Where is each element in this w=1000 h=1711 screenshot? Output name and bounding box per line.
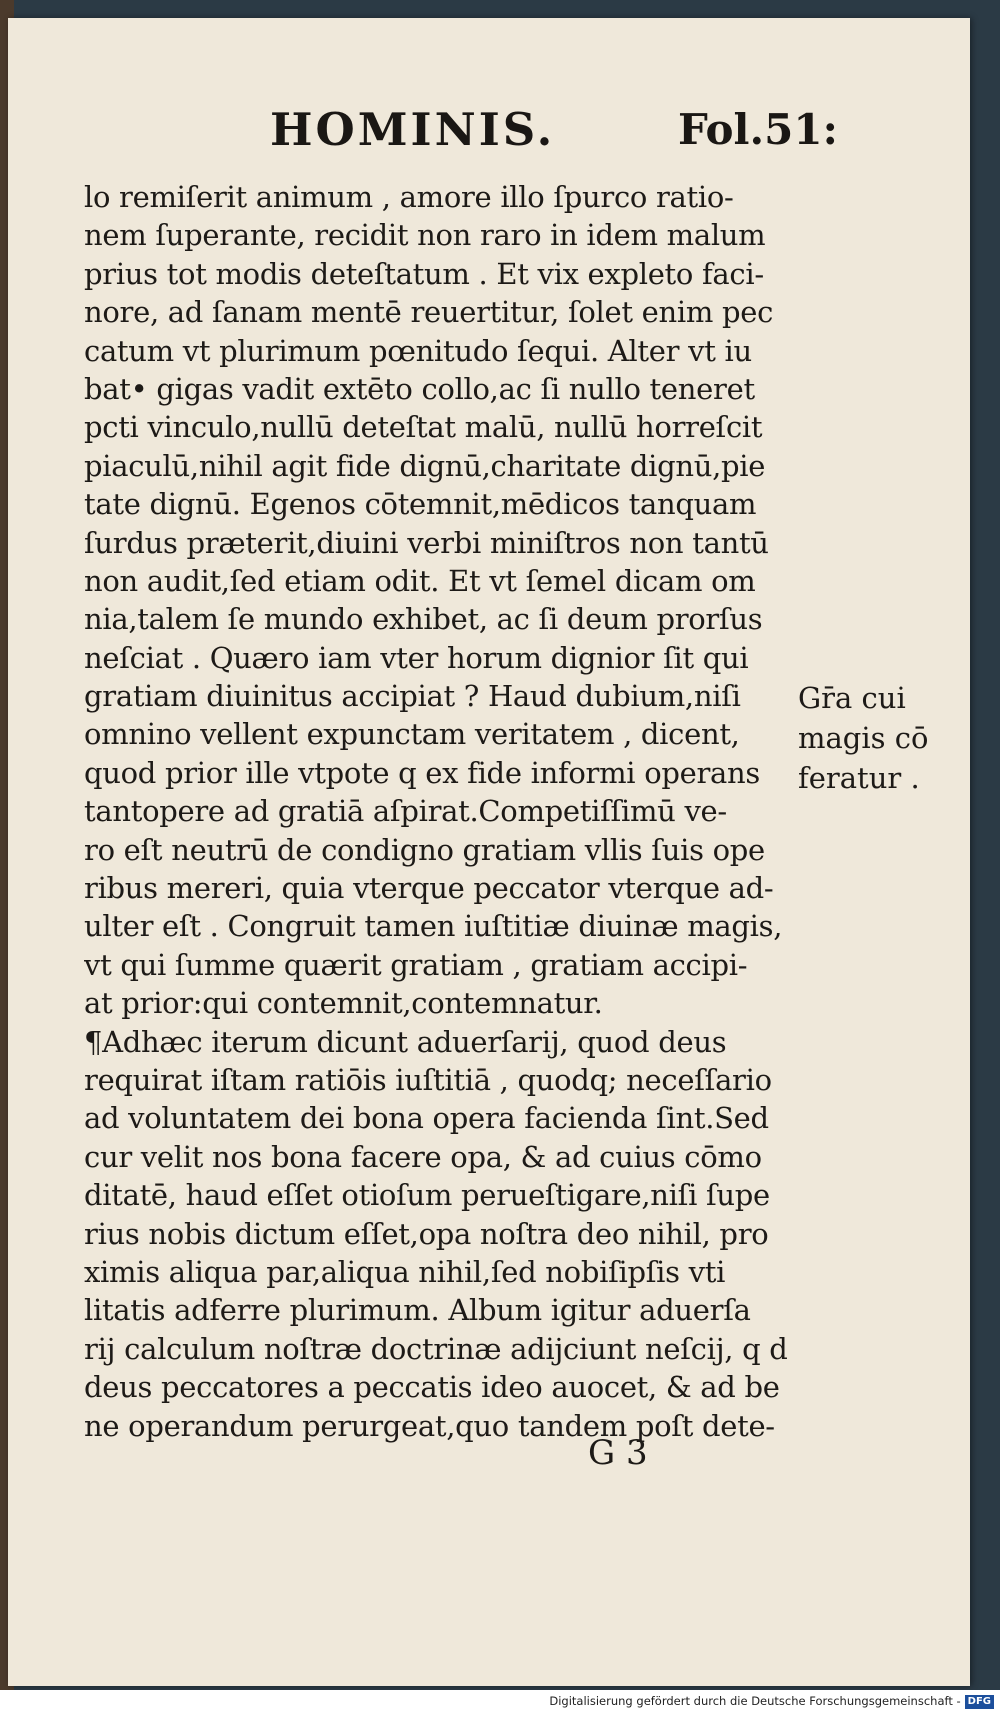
text-line: rius nobis dictum eſſet,opa noſtra deo nihil, pro [84, 1216, 769, 1251]
marginal-note-line: Gr̄a cui [798, 681, 906, 715]
text-line: ximis aliqua par,aliqua nihil,ſed nobiſipſis vti [84, 1254, 726, 1289]
signature-mark: G 3 [588, 1433, 648, 1473]
text-line: litatis adferre plurimum. Album igitur aduerſa [84, 1293, 751, 1328]
text-line: neſciat . Quӕro iam vter horum dignior ſit qui [84, 640, 749, 675]
marginal-note-line: magis cō [798, 721, 929, 755]
text-line: deus peccatores a peccatis ideo auocet, & ad be [84, 1370, 780, 1405]
text-line: pcti vinculo,nullū deteſtat malū, nullū horreſcit [84, 410, 763, 445]
dfg-logo: DFG [965, 1695, 994, 1709]
text-line: non audit,ſed etiam odit. Et vt ſemel dicam om [84, 563, 756, 598]
text-line: nem ſuperante, recidit non raro in idem malum [84, 218, 766, 253]
text-line: lo remiſerit animum , amore illo ſpurco ratio- [84, 180, 734, 214]
text-line: ¶Adhӕc iterum dicunt aduerſarij, quod deus [84, 1024, 727, 1059]
book-page [8, 18, 970, 1686]
text-line: vt qui ſumme quӕrit gratiam , gratiam accipi- [84, 947, 748, 982]
marginal-note-line: feratur . [798, 761, 920, 795]
text-line: ribus mereri, quia vterque peccator vterque ad- [84, 871, 774, 906]
text-line: quod prior ille vtpote q ex fide informi operans [84, 755, 760, 790]
running-head: HOMINIS. [270, 103, 556, 156]
marginal-note [798, 678, 958, 798]
folio-number: Fol.51: [678, 105, 839, 154]
text-line: ditatē, haud eſſet otioſum perueſtigare,niſi ſupe [84, 1178, 770, 1213]
text-line: tate dignū. Egenos cōtemnit,mēdicos tanquam [84, 487, 757, 522]
footer-bar [0, 1690, 1000, 1711]
text-line: ad voluntatem dei bona opera facienda ſint.Sed [84, 1101, 769, 1136]
funding-credit [549, 1692, 994, 1710]
text-line: requirat iſtam ratiōis iuſtitiā , quodq; neceſſario [84, 1062, 772, 1097]
text-line: rij calculum noſtrӕ doctrinӕ adijciunt neſcij, q d [84, 1331, 788, 1366]
text-line: omnino vellent expunctam veritatem , dicent, [84, 717, 740, 752]
funding-credit-text: Digitalisierung gefördert durch die Deutsche Forschungsgemeinschaft - [549, 1694, 961, 1708]
text-line: ſurdus prӕterit,diuini verbi miniſtros non tantū [84, 525, 769, 560]
text-line: nia,talem ſe mundo exhibet, ac ſi deum prorſus [84, 602, 763, 637]
body-text [84, 178, 804, 1445]
text-line: prius tot modis deteſtatum . Et vix expleto faci- [84, 256, 764, 291]
text-line: cur velit nos bona facere opa, & ad cuius cōmo [84, 1139, 762, 1174]
text-line: piaculū,nihil agit fide dignū,charitate dignū,pie [84, 448, 766, 483]
text-line: tantopere ad gratiā aſpirat.Competiſſimū ve- [84, 794, 727, 829]
text-line: at prior:qui contemnit,contemnatur. [84, 986, 603, 1021]
text-line: gratiam diuinitus accipiat ? Haud dubium,niſi [84, 679, 741, 714]
text-line: nore, ad ſanam mentē reuertitur, ſolet enim pec [84, 295, 774, 330]
text-line: ne operandum perurgeat,quo tandem poſt dete- [84, 1408, 775, 1443]
text-line: catum vt plurimum pœnitudo ſequi. Alter vt iu [84, 333, 752, 368]
text-line: ro eſt neutrū de condigno gratiam vllis ſuis ope [84, 832, 765, 867]
text-line: bat• gigas vadit extēto collo,ac ſi nullo teneret [84, 371, 755, 406]
text-line: ulter eſt . Congruit tamen iuſtitiӕ diuinӕ magis, [84, 909, 783, 944]
